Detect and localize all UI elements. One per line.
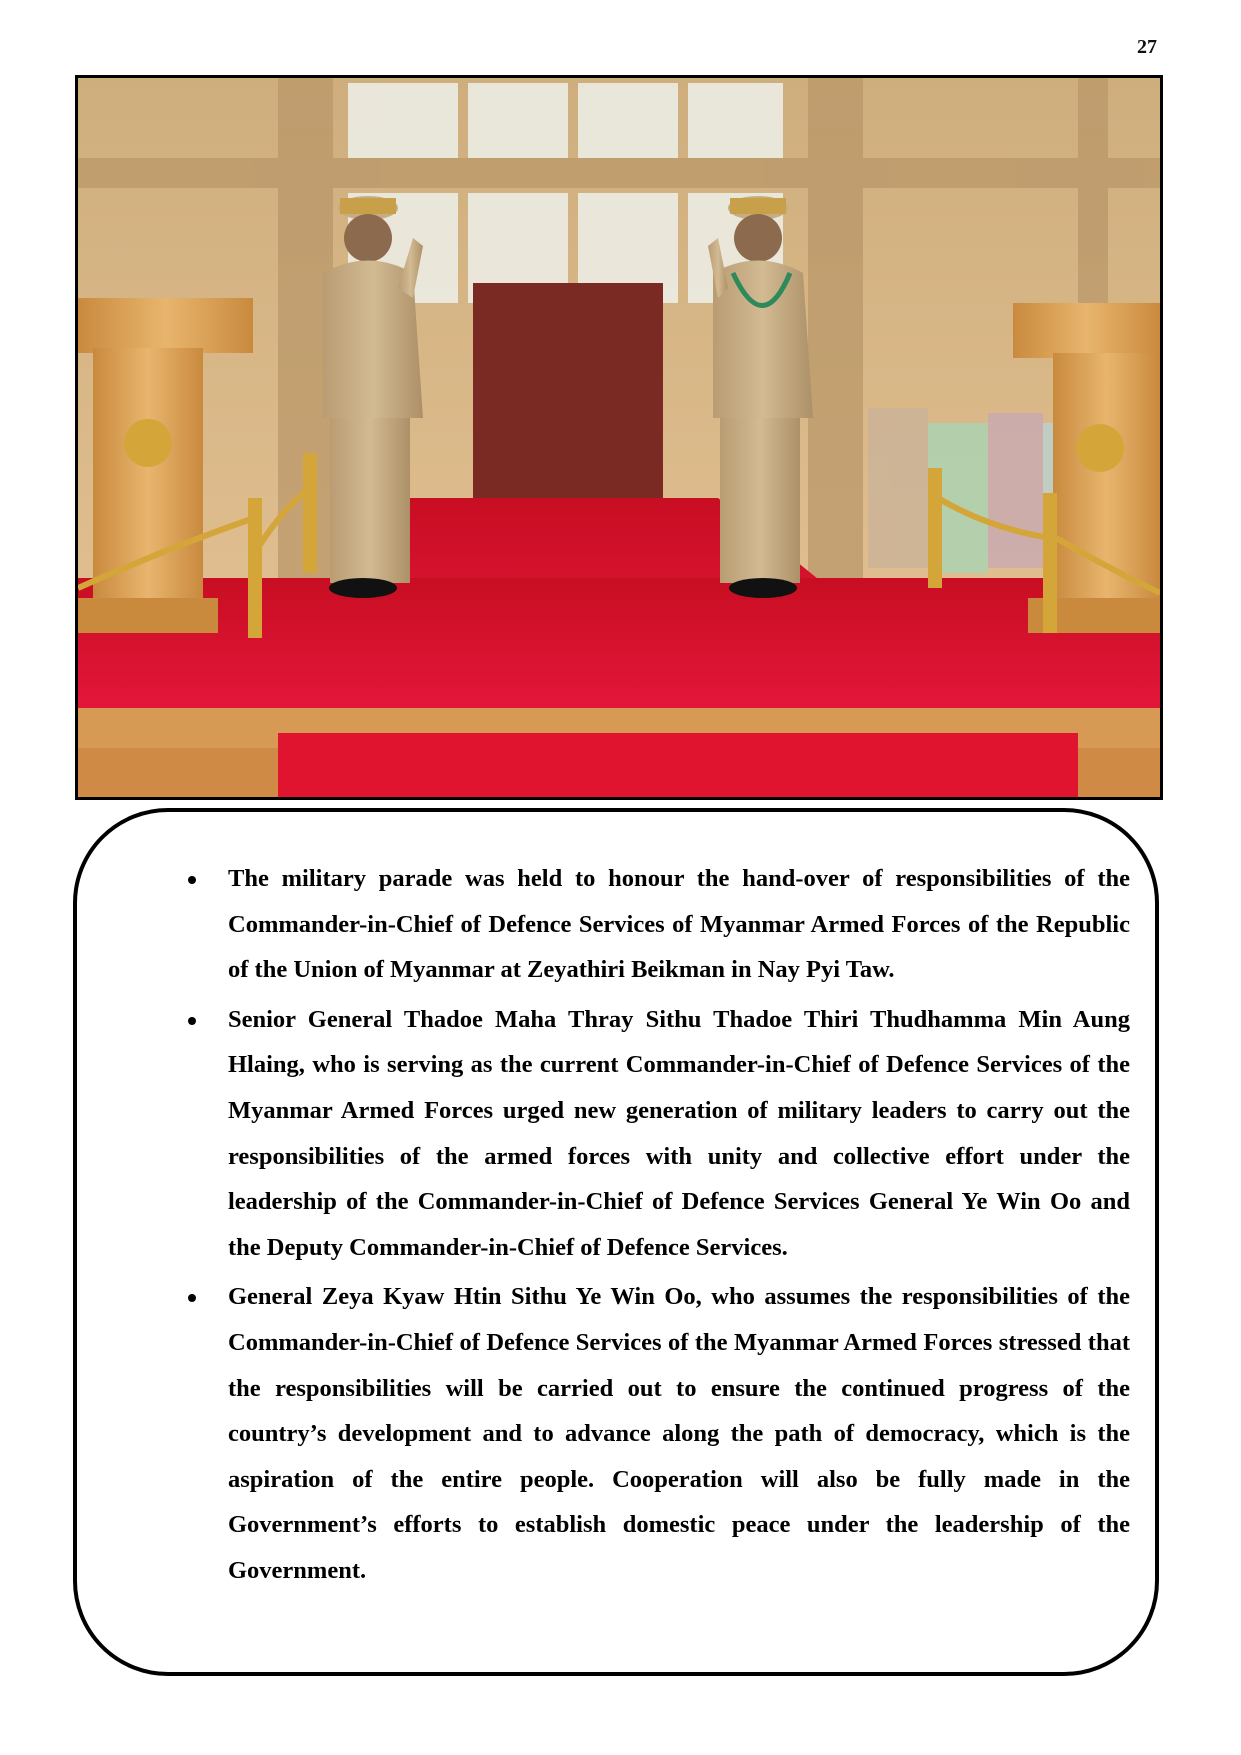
bullet-text: General Zeya Kyaw Htin Sithu Ye Win Oo, who assumes the responsibilities of the Commander-in-Chief of Defence Services of the Myanmar Armed Forces stressed that the responsibilities will be carried out to ensure the continued progress of the country’s development and to advance along the path of democracy, which is the aspiration of the entire people. Cooperation will also be fully made in the Government’s efforts to establish domestic peace under the leadership of the Government. [228,1283,1130,1584]
bullet-list [155,856,1130,1598]
bullet-item [155,997,1130,1271]
stage [78,578,1160,708]
bullet-icon [188,1294,196,1302]
bullet-icon [188,876,196,884]
ceremony-photo-illustration [78,78,1160,797]
page-number: 27 [1137,36,1157,58]
summary-box [73,808,1159,1676]
door [473,283,663,498]
ceremony-photo [75,75,1163,800]
front-carpet [278,733,1078,797]
bullet-item [155,856,1130,993]
bullet-item [155,1274,1130,1593]
bullet-text: Senior General Thadoe Maha Thray Sithu Thadoe Thiri Thudhamma Min Aung Hlaing, who is serving as the current Commander-in-Chief of Defence Services of the Myanmar Armed Forces urged new generation of military leaders to carry out the responsibilities of the armed forces with unity and collective effort under the leadership of the Commander-in-Chief of Defence Services General Ye Win Oo and the Deputy Commander-in-Chief of Defence Services. [228,1005,1130,1261]
bullet-text: The military parade was held to honour the hand-over of responsibilities of the Commander-in-Chief of Defence Services of Myanmar Armed Forces of the Republic of the Union of Myanmar at Zeyathiri Beikman in Nay Pyi Taw. [228,865,1130,984]
bullet-icon [188,1017,196,1025]
